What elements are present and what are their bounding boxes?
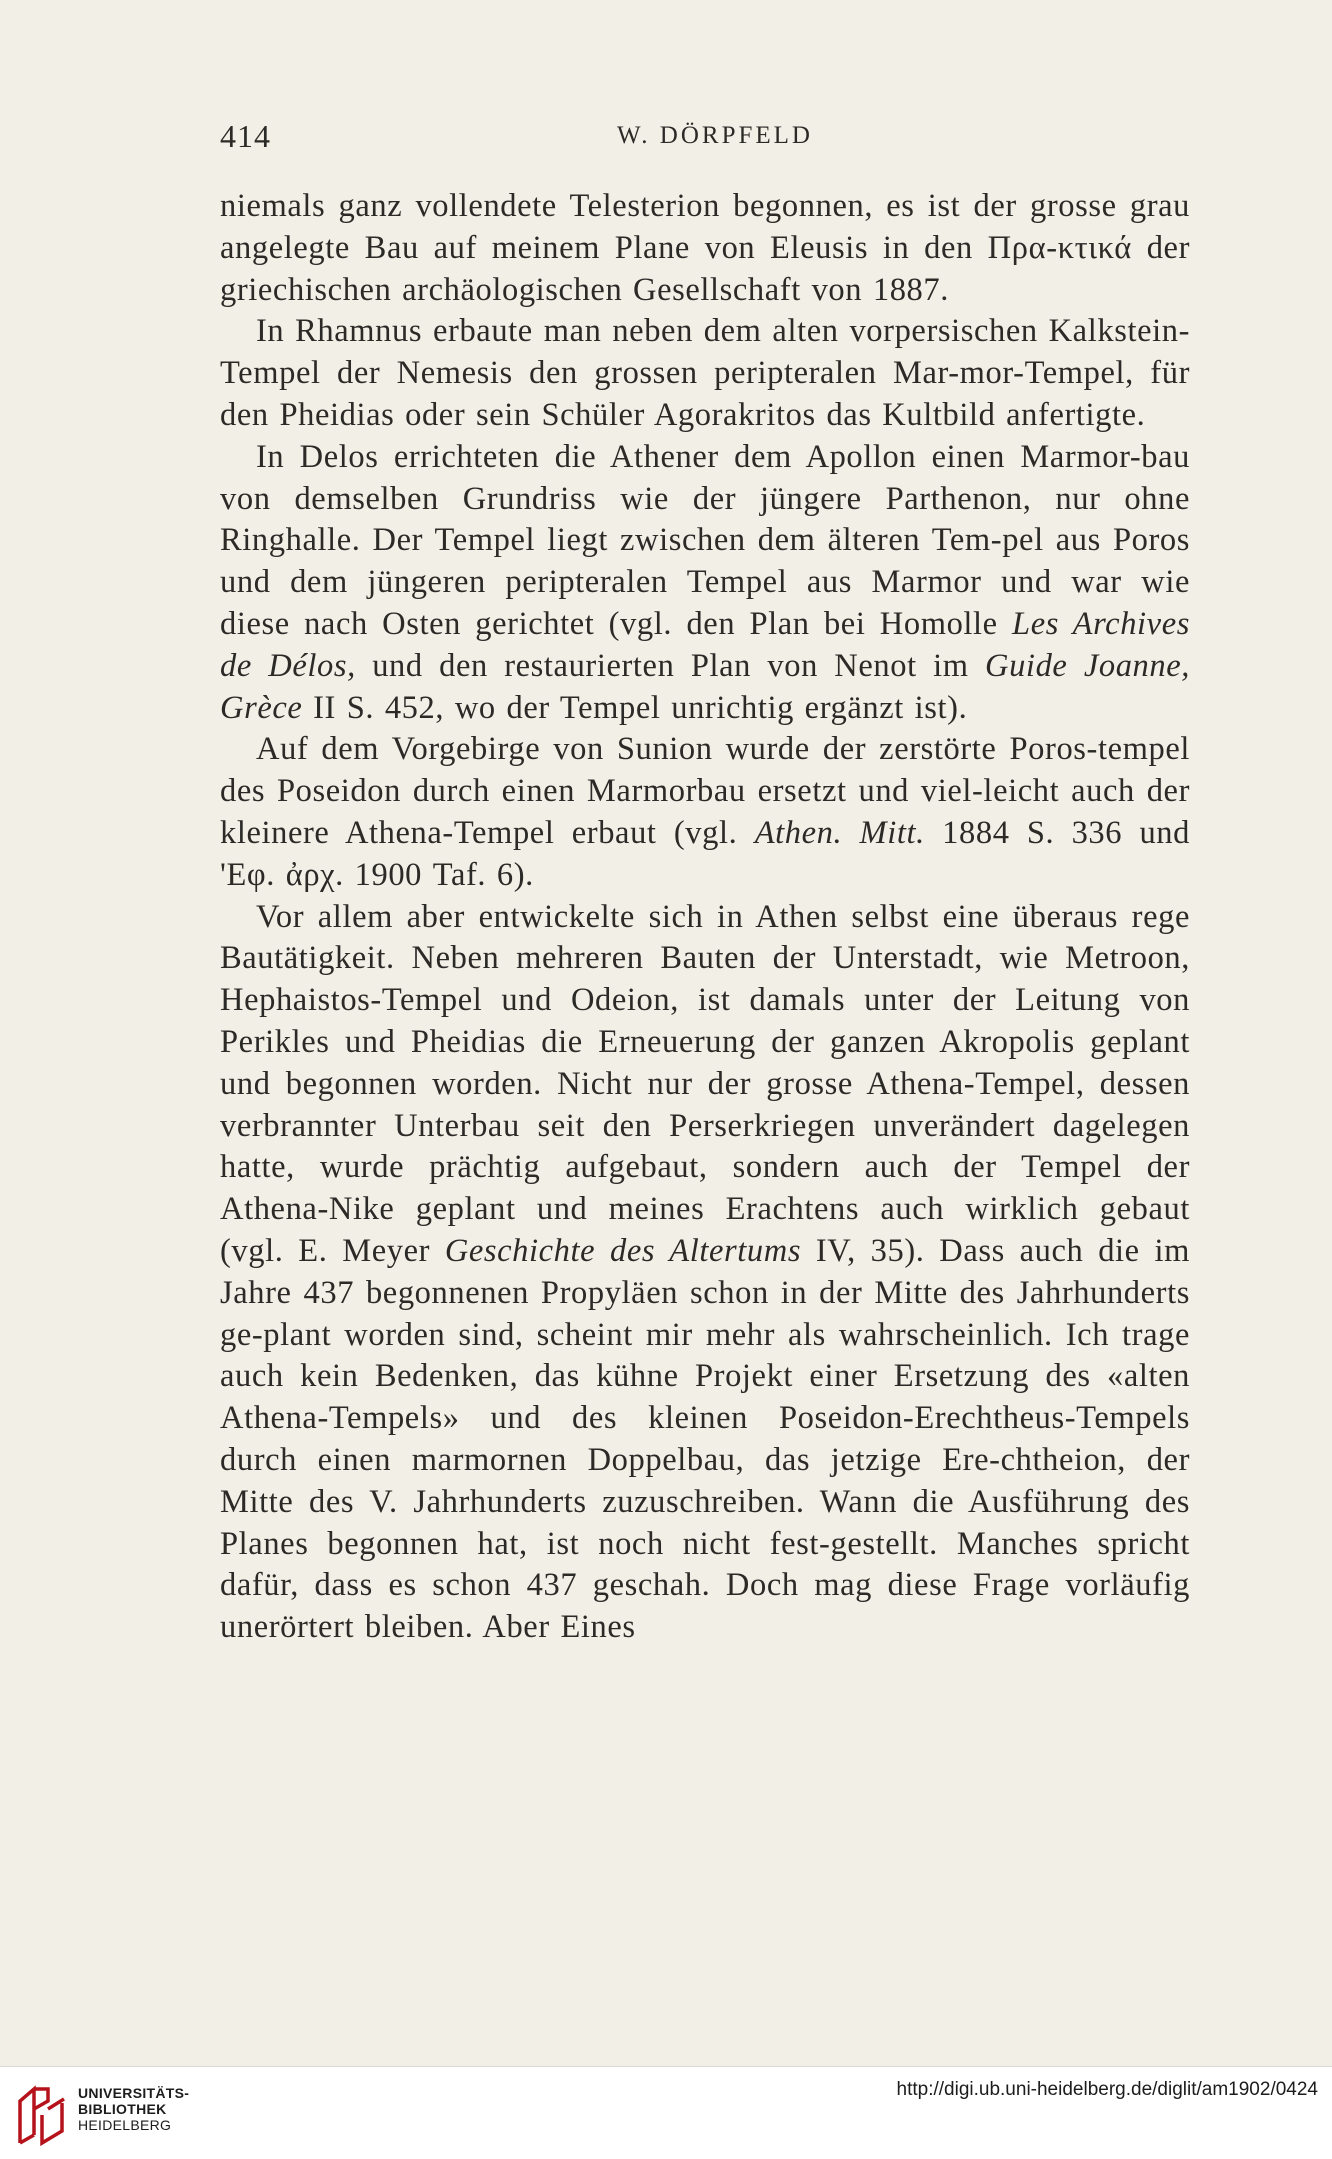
italic-citation: Athen. Mitt. <box>754 814 925 851</box>
library-logo-icon <box>14 2079 70 2149</box>
paragraph-text: In Rhamnus erbaute man neben dem alten vorpersischen Kalkstein-Tempel der Nemesis den grossen peripteralen Mar-mor-Tempel, für den Pheidias oder sein Schüler Agorakritos das Kultbild anfertigte. <box>220 313 1190 433</box>
paragraph-text: Auf dem Vorgebirge von Sunion wurde der zerstörte Poros-tempel des Poseidon durch einen Marmorbau ersetzt und viel-leicht auch der kleinere Athena-Tempel erbaut (vgl. <box>220 731 1190 851</box>
page-header <box>220 118 1190 158</box>
running-head: W. DÖRPFELD <box>617 122 813 149</box>
italic-citation: Les Archives de Délos, <box>220 605 1190 684</box>
body-text <box>220 186 1190 1649</box>
paragraph <box>220 897 1190 1649</box>
source-url-link[interactable]: http://digi.ub.uni-heidelberg.de/diglit/am1902/0424 <box>896 2079 1318 2100</box>
paragraph <box>220 729 1190 896</box>
paragraph-text: Vor allem aber entwickelte sich in Athen selbst eine überaus rege Bautätigkeit. Neben mehreren Bauten der Unterstadt, wie Metroon, Hephaistos-Tempel und Odeion, ist damals unter der Leitung von Perikles und Pheidias die Erneuerung der ganzen Akropolis geplant und begonnen worden. Nicht nur der grosse Athena-Tempel, dessen verbrannter Unterbau seit den Perserkriegen unverändert dagelegen hatte, wurde prächtig aufgebaut, sondern auch der Tempel der Athena-Nike geplant und meines Erachtens auch wirklich gebaut (vgl. E. Meyer <box>220 898 1190 1269</box>
library-name-line: BIBLIOTHEK <box>78 2101 167 2117</box>
italic-citation: Geschichte des Altertums <box>444 1232 802 1269</box>
paragraph <box>220 186 1190 311</box>
library-name-line: UNIVERSITÄTS- <box>78 2085 190 2101</box>
library-name-line: HEIDELBERG <box>78 2117 172 2133</box>
paragraph-text: niemals ganz vollendete Telesterion begonnen, es ist der grosse grau angelegte Bau auf meinem Plane von Eleusis in den Πρα-κτικά der griechischen archäologischen Gesellschaft von 1887. <box>220 188 1190 308</box>
page-number: 414 <box>220 118 271 154</box>
paragraph <box>220 311 1190 436</box>
paragraph <box>220 437 1190 730</box>
paragraph-text: II S. 452, wo der Tempel unrichtig ergänzt ist). <box>302 689 968 726</box>
library-name <box>78 2085 189 2133</box>
paragraph-text: und den restaurierten Plan von Nenot im <box>355 647 986 684</box>
paragraph-text: IV, 35). Dass auch die im Jahre 437 begonnenen Propyläen schon in der Mitte des Jahrhunderts ge-plant worden sind, scheint mir mehr als wahrscheinlich. Ich trage auch kein Bedenken, das kühne Projekt einer Ersetzung des «alten Athena-Tempels» und des kleinen Poseidon-Erechtheus-Tempels durch einen marmornen Doppelbau, das jetzige Ere-chtheion, der Mitte des V. Jahrhunderts zuzuschreiben. Wann die Ausführung des Planes begonnen hat, ist noch nicht fest-gestellt. Manches spricht dafür, dass es schon 437 geschah. Doch mag diese Frage vorläufig unerörtert bleiben. Aber Eines <box>220 1232 1190 1646</box>
paragraph-text: 1884 S. 336 und 'Εφ. ἀρχ. 1900 Taf. 6). <box>220 814 1190 893</box>
paragraph-text: In Delos errichteten die Athener dem Apollon einen Marmor-bau von demselben Grundriss wie der jüngere Parthenon, nur ohne Ringhalle. Der Tempel liegt zwischen dem älteren Tem-pel aus Poros und dem jüngeren peripteralen Tempel aus Marmor und war wie diese nach Osten gerichtet (vgl. den Plan bei Homolle <box>220 438 1190 642</box>
italic-citation: Guide Joanne, Grèce <box>220 647 1190 726</box>
footer-bar <box>0 2066 1332 2159</box>
